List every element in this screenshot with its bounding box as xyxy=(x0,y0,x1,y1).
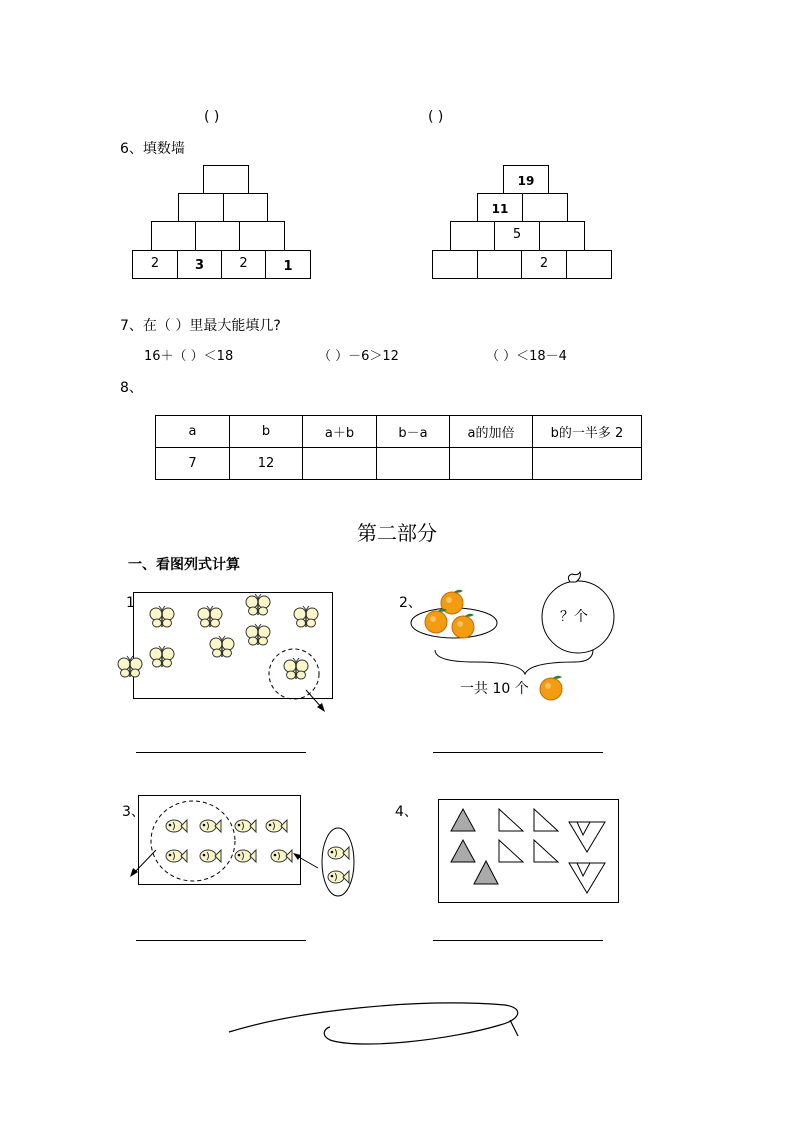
problem-1-label: 1 xyxy=(126,595,135,611)
answer-paren-left: ( ) xyxy=(204,109,220,125)
table-header: a＋b xyxy=(303,416,377,448)
q7-title: 7、在（ ）里最大能填几? xyxy=(120,318,281,334)
section-heading: 一、看图列式计算 xyxy=(128,557,240,573)
table-header: a xyxy=(156,416,230,448)
total-count: 一共 10 个 xyxy=(460,681,529,697)
q6-title: 6、填数墙 xyxy=(120,141,185,157)
part2-title: 第二部分 xyxy=(357,521,437,545)
answer-paren-right: ( ) xyxy=(428,109,444,125)
wall-cell: 3 xyxy=(177,250,222,279)
table-cell: 12 xyxy=(230,448,303,480)
q7-item-3: （ ）＜18－4 xyxy=(486,349,567,364)
wall-cell: 2 xyxy=(521,250,567,279)
wall-cell: 19 xyxy=(503,165,549,194)
q7-item-1: 16＋（ ）＜18 xyxy=(144,349,234,364)
problem-2-label: 2、 xyxy=(399,595,422,611)
table-header: b－a xyxy=(377,416,450,448)
table-cell: 7 xyxy=(156,448,230,480)
problem-3-label: 3、 xyxy=(122,804,145,820)
q7-item-2: （ ）－6＞12 xyxy=(318,349,399,364)
table-header: b的一半多 2 xyxy=(533,416,642,448)
table-header: a的加倍 xyxy=(450,416,533,448)
problem-4-label: 4、 xyxy=(395,804,418,820)
wall-cell: 5 xyxy=(494,221,540,251)
wall-cell: 1 xyxy=(265,250,311,279)
bag-question: ？个 xyxy=(560,609,588,625)
q8-title: 8、 xyxy=(120,380,143,396)
table-header: b xyxy=(230,416,303,448)
wall-cell: 11 xyxy=(477,193,523,222)
wall-cell: 2 xyxy=(221,250,266,279)
wall-cell: 2 xyxy=(132,250,178,279)
